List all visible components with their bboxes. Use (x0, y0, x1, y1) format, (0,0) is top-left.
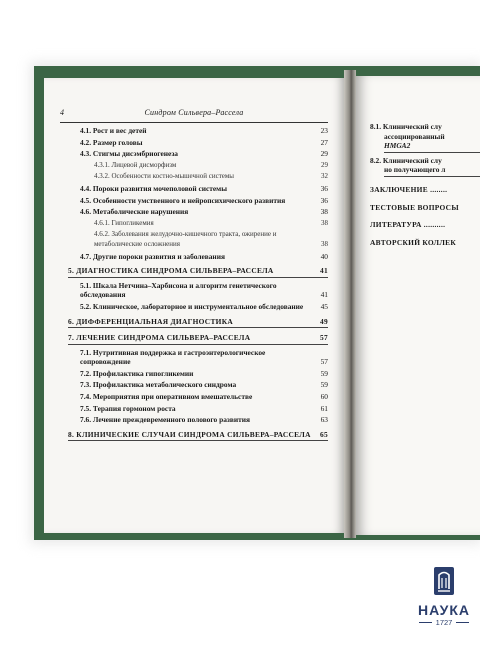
toc-entry-title: 7. ЛЕЧЕНИЕ СИНДРОМА СИЛЬВЕРА–РАССЕЛА (68, 333, 251, 343)
brand-name: НАУКА (417, 602, 471, 618)
toc-entry-page: 29 (321, 160, 328, 169)
table-of-contents (68, 126, 328, 444)
toc-entry-page: 57 (320, 357, 328, 367)
toc-entry-title: 7.6. Лечение преждевременного полового развития (80, 415, 251, 425)
toc-entry-page: 45 (320, 301, 328, 311)
toc-entry (80, 161, 328, 171)
toc-entry-page: 38 (320, 207, 328, 217)
toc-entry (80, 302, 328, 312)
toc-entry-line: ЗАКЛЮЧЕНИЕ ........ (370, 184, 448, 194)
toc-entry-line: АВТОРСКИЙ КОЛЛЕК (370, 237, 457, 247)
toc-entry-title: 4.3.1. Лицевой дисморфизм (94, 160, 177, 169)
toc-entry (80, 138, 328, 148)
toc-entry-page: 41 (320, 266, 328, 276)
toc-entry-page: 29 (320, 149, 328, 159)
toc-entry-page: 65 (320, 429, 328, 439)
toc-entry-title: 4.4. Пороки развития мочеполовой системы (80, 183, 227, 193)
toc-entry (68, 430, 328, 442)
toc-entry (80, 415, 328, 425)
toc-entry-title: 7.1. Нутритивная поддержка и гастроэнтерологическое сопровождение (80, 347, 266, 367)
toc-entry (68, 266, 328, 278)
running-head (60, 108, 328, 123)
toc-entry-title: 7.4. Мероприятия при оперативном вмешательстве (80, 392, 253, 402)
toc-entry-title: 4.7. Другие пороки развития и заболевания (80, 251, 225, 261)
toc-entry (370, 185, 480, 195)
toc-entry (370, 220, 480, 230)
toc-entry-page: 59 (320, 380, 328, 390)
toc-entry (80, 369, 328, 379)
publisher-logo (414, 566, 474, 646)
toc-entry (80, 172, 328, 182)
toc-entry-page: 32 (321, 172, 328, 181)
toc-entry-page: 38 (321, 218, 328, 227)
toc-entry-title: 4.6.1. Гипогликемия (94, 218, 154, 227)
toc-entry-page: 49 (320, 316, 328, 326)
toc-entry-title: 7.3. Профилактика метаболического синдрома (80, 380, 237, 390)
toc-entry (370, 238, 480, 248)
toc-entry-page: 27 (320, 137, 328, 147)
toc-entry-line: HMGA2 (384, 141, 480, 153)
toc-entry-title: 4.6.2. Заболевания желудочно-кишечного тракта, ожирение и метаболические осложнения (94, 230, 277, 248)
toc-entry (80, 149, 328, 159)
toc-entry (80, 348, 328, 367)
toc-entry (68, 317, 328, 329)
toc-entry-page: 59 (320, 368, 328, 378)
toc-entry-page: 41 (320, 290, 328, 300)
toc-entry-title: 5.2. Клиническое, лабораторное и инструментальное обследование (80, 301, 304, 311)
toc-entry (80, 184, 328, 194)
toc-entry-page: 38 (321, 239, 328, 248)
toc-entry-title: 4.3.2. Особенности костно-мышечной системы (94, 172, 235, 181)
toc-entry-line: 8.2. Клинический слу (370, 155, 442, 165)
toc-entry-line: ЛИТЕРАТУРА .......... (370, 220, 446, 230)
toc-entry (80, 380, 328, 390)
right-page (356, 76, 480, 535)
toc-entry-page: 36 (320, 183, 328, 193)
toc-entry (370, 122, 480, 153)
toc-entry-title: 4.1. Рост и вес детей (80, 126, 147, 135)
toc-entry-title: 8. КЛИНИЧЕСКИЕ СЛУЧАИ СИНДРОМА СИЛЬВЕРА–РАССЕЛА (68, 429, 311, 439)
toc-entry-line: 8.1. Клинический слу (370, 122, 442, 131)
toc-entry (80, 126, 328, 136)
toc-entry-line: ТЕСТОВЫЕ ВОПРОСЫ (370, 202, 459, 212)
toc-entry (80, 207, 328, 217)
toc-entry-page: 57 (320, 333, 328, 343)
toc-entry (80, 230, 328, 249)
toc-entry-page: 40 (320, 251, 328, 261)
toc-entry (80, 392, 328, 402)
toc-entry-title: 5. ДИАГНОСТИКА СИНДРОМА СИЛЬВЕРА–РАССЕЛА (68, 266, 274, 276)
toc-entry-title: 4.3. Стигмы дисэмбриогенеза (80, 149, 179, 159)
left-page (44, 78, 344, 533)
table-of-contents-continued (370, 122, 480, 255)
toc-entry-page: 61 (320, 403, 328, 413)
year-text: 1727 (435, 618, 453, 627)
toc-entry-title: 4.2. Размер головы (80, 137, 143, 147)
toc-entry-line: но получающего л (384, 165, 480, 177)
toc-entry-page: 36 (320, 195, 328, 205)
toc-entry (370, 156, 480, 177)
toc-entry-title: 7.5. Терапия гормоном роста (80, 403, 176, 413)
toc-entry (80, 219, 328, 229)
toc-entry (68, 333, 328, 345)
toc-entry (80, 281, 328, 300)
toc-entry-title: 7.2. Профилактика гипогликемии (80, 368, 194, 378)
page-number: 4 (60, 108, 64, 117)
toc-entry-line: ассоциированный (384, 131, 445, 141)
toc-entry (80, 404, 328, 414)
running-title: Синдром Сильвера–Рассела (144, 108, 244, 117)
toc-entry-page: 60 (320, 392, 328, 402)
emblem-icon (433, 566, 455, 596)
toc-entry-title: 4.5. Особенности умственного и нейропсихического развития (80, 195, 286, 205)
toc-entry (80, 196, 328, 206)
toc-entry-title: 5.1. Шкала Нетчина–Харбисона и алгоритм генетического обследования (80, 280, 277, 300)
brand-year (414, 618, 474, 627)
toc-entry (80, 252, 328, 262)
toc-entry-title: 6. ДИФФЕРЕНЦИАЛЬНАЯ ДИАГНОСТИКА (68, 316, 234, 326)
toc-entry-page: 23 (320, 126, 328, 135)
toc-entry-page: 63 (320, 415, 328, 425)
toc-entry-title: 4.6. Метаболические нарушения (80, 207, 189, 217)
book-spine (344, 70, 356, 538)
toc-entry (370, 203, 480, 213)
